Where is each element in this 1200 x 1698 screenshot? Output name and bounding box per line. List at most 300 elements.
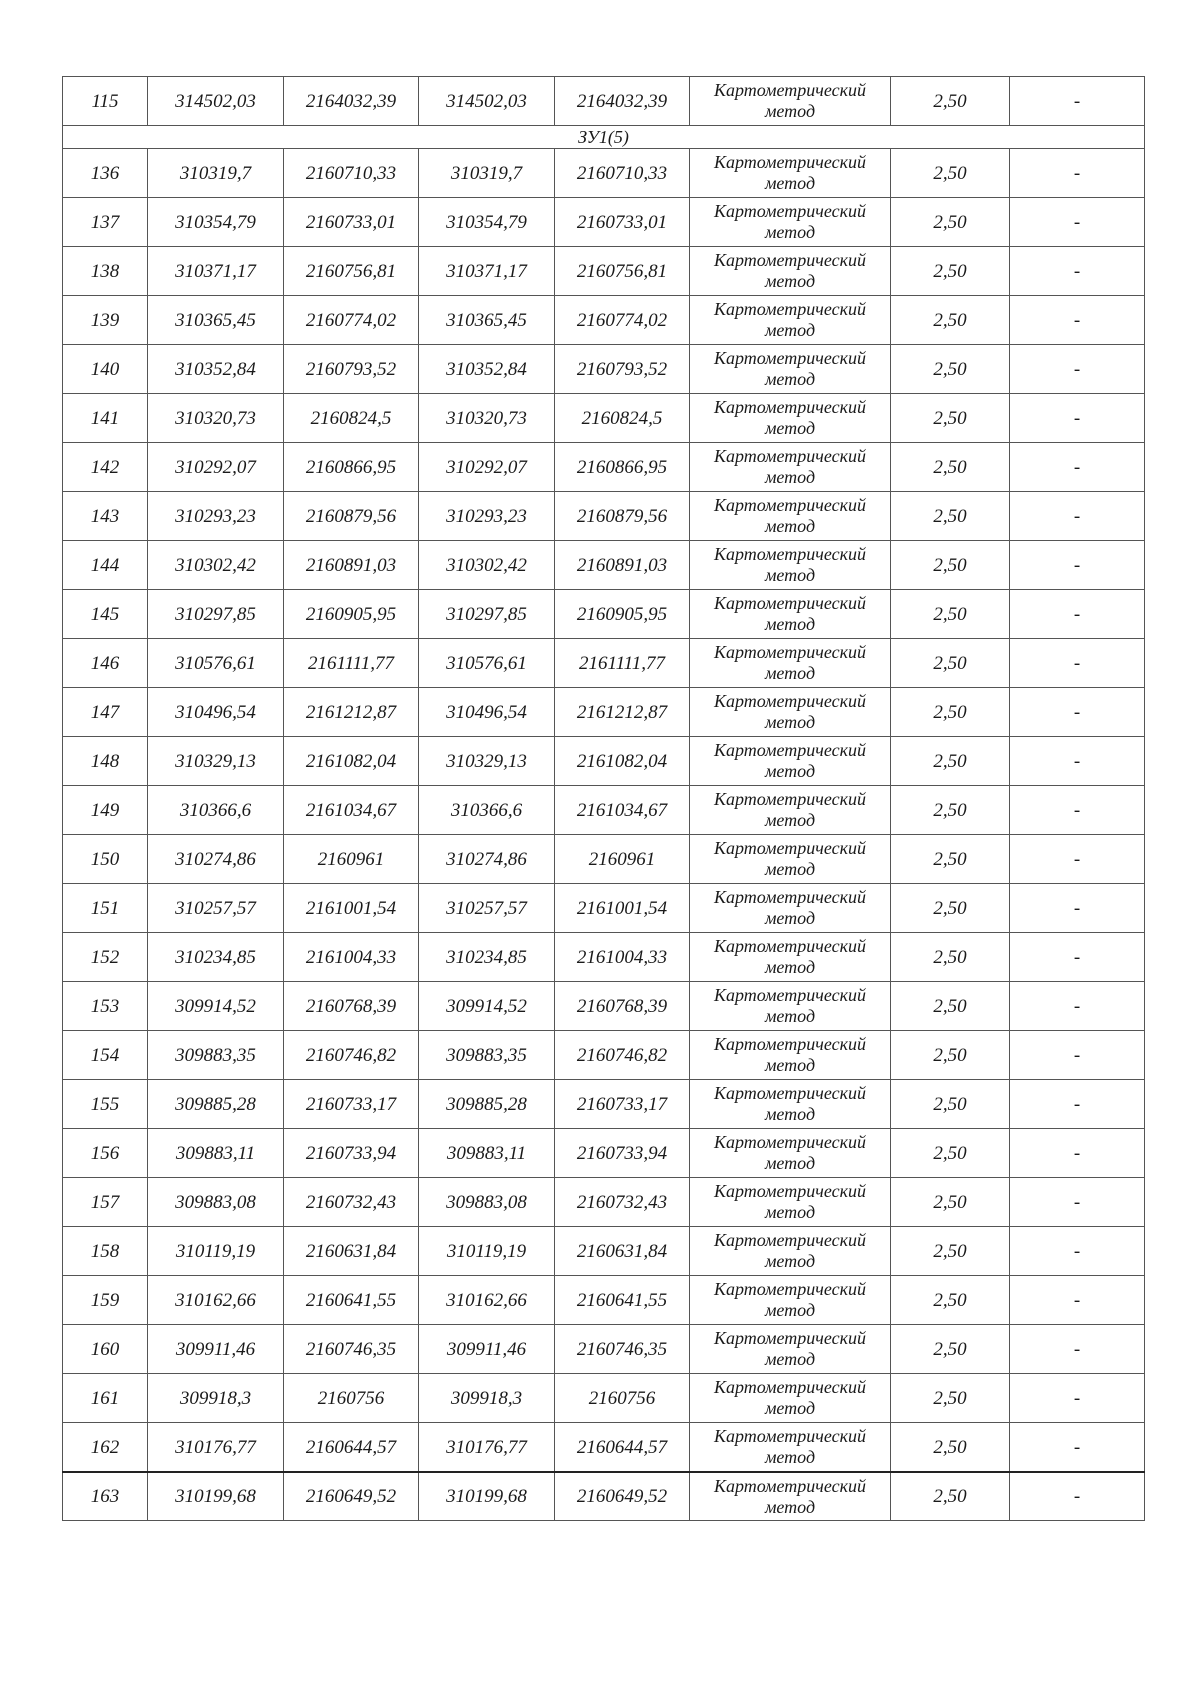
- accuracy-cell: 2,50: [891, 492, 1010, 541]
- x-new-cell: 310274,86: [419, 835, 555, 884]
- accuracy-cell: 2,50: [891, 541, 1010, 590]
- x-existing-cell: 310366,6: [148, 786, 284, 835]
- point-number-cell: 156: [63, 1129, 148, 1178]
- note-cell: -: [1010, 933, 1145, 982]
- method-cell: [690, 149, 891, 198]
- x-new-cell: 310234,85: [419, 933, 555, 982]
- y-new-cell: 2160710,33: [555, 149, 690, 198]
- x-existing-cell: 310371,17: [148, 247, 284, 296]
- method-line-1: Картометрический: [713, 1034, 866, 1054]
- accuracy-cell: 2,50: [891, 198, 1010, 247]
- point-number-cell: 149: [63, 786, 148, 835]
- point-number-cell: 136: [63, 149, 148, 198]
- note-cell: -: [1010, 1031, 1145, 1080]
- table-row: [63, 1227, 1145, 1276]
- table-row: [63, 1031, 1145, 1080]
- x-new-cell: 310365,45: [419, 296, 555, 345]
- method-cell: [690, 443, 891, 492]
- x-existing-cell: 310293,23: [148, 492, 284, 541]
- section-header-row: [63, 126, 1145, 149]
- x-existing-cell: 310119,19: [148, 1227, 284, 1276]
- method-cell: [690, 541, 891, 590]
- method-line-1: Картометрический: [713, 1328, 866, 1348]
- method-line-1: Картометрический: [713, 544, 866, 564]
- point-number-cell: 137: [63, 198, 148, 247]
- table-row: [63, 443, 1145, 492]
- y-new-cell: 2160746,35: [555, 1325, 690, 1374]
- y-existing-cell: 2160879,56: [284, 492, 419, 541]
- y-new-cell: 2160756,81: [555, 247, 690, 296]
- method-cell: [690, 296, 891, 345]
- note-cell: -: [1010, 296, 1145, 345]
- method-cell: [690, 1472, 891, 1521]
- method-line-1: Картометрический: [713, 299, 866, 319]
- point-number-cell: 150: [63, 835, 148, 884]
- method-cell: [690, 1276, 891, 1325]
- point-number-cell: 163: [63, 1472, 148, 1521]
- x-existing-cell: 310496,54: [148, 688, 284, 737]
- note-cell: -: [1010, 590, 1145, 639]
- method-cell: [690, 198, 891, 247]
- x-new-cell: 310176,77: [419, 1423, 555, 1473]
- method-cell: [690, 786, 891, 835]
- x-existing-cell: 310176,77: [148, 1423, 284, 1473]
- method-line-1: Картометрический: [713, 985, 866, 1005]
- method-line-1: Картометрический: [713, 642, 866, 662]
- note-cell: -: [1010, 786, 1145, 835]
- accuracy-cell: 2,50: [891, 884, 1010, 933]
- x-new-cell: 309918,3: [419, 1374, 555, 1423]
- method-cell: [690, 1227, 891, 1276]
- point-number-cell: 147: [63, 688, 148, 737]
- method-line-1: Картометрический: [713, 1426, 866, 1446]
- y-existing-cell: 2161212,87: [284, 688, 419, 737]
- y-existing-cell: 2160733,94: [284, 1129, 419, 1178]
- table-row: [63, 639, 1145, 688]
- x-existing-cell: 310365,45: [148, 296, 284, 345]
- note-cell: -: [1010, 492, 1145, 541]
- method-line-1: Картометрический: [713, 1132, 866, 1152]
- accuracy-cell: 2,50: [891, 77, 1010, 126]
- x-existing-cell: 309885,28: [148, 1080, 284, 1129]
- coordinates-table: [62, 76, 1145, 1521]
- y-existing-cell: 2160746,82: [284, 1031, 419, 1080]
- method-cell: [690, 247, 891, 296]
- y-new-cell: 2160644,57: [555, 1423, 690, 1473]
- note-cell: -: [1010, 247, 1145, 296]
- method-line-1: Картометрический: [713, 936, 866, 956]
- method-line-2: метод: [764, 1251, 816, 1271]
- y-new-cell: 2160732,43: [555, 1178, 690, 1227]
- y-new-cell: 2161212,87: [555, 688, 690, 737]
- method-line-2: метод: [764, 1104, 816, 1124]
- y-new-cell: 2164032,39: [555, 77, 690, 126]
- table-row: [63, 590, 1145, 639]
- note-cell: -: [1010, 1325, 1145, 1374]
- note-cell: -: [1010, 884, 1145, 933]
- point-number-cell: 162: [63, 1423, 148, 1473]
- point-number-cell: 153: [63, 982, 148, 1031]
- y-new-cell: 2160866,95: [555, 443, 690, 492]
- method-cell: [690, 1129, 891, 1178]
- table-row: [63, 1472, 1145, 1521]
- y-existing-cell: 2160733,01: [284, 198, 419, 247]
- method-cell: [690, 1031, 891, 1080]
- accuracy-cell: 2,50: [891, 1178, 1010, 1227]
- x-existing-cell: 310352,84: [148, 345, 284, 394]
- y-new-cell: 2161004,33: [555, 933, 690, 982]
- point-number-cell: 142: [63, 443, 148, 492]
- point-number-cell: 144: [63, 541, 148, 590]
- table-row: [63, 835, 1145, 884]
- note-cell: -: [1010, 1423, 1145, 1473]
- point-number-cell: 141: [63, 394, 148, 443]
- method-line-1: Картометрический: [713, 80, 866, 100]
- table-row: [63, 541, 1145, 590]
- method-cell: [690, 933, 891, 982]
- accuracy-cell: 2,50: [891, 688, 1010, 737]
- note-cell: -: [1010, 1129, 1145, 1178]
- table-row: [63, 1129, 1145, 1178]
- y-new-cell: 2160746,82: [555, 1031, 690, 1080]
- table-row: [63, 394, 1145, 443]
- method-cell: [690, 835, 891, 884]
- accuracy-cell: 2,50: [891, 296, 1010, 345]
- y-new-cell: 2160756: [555, 1374, 690, 1423]
- accuracy-cell: 2,50: [891, 1325, 1010, 1374]
- accuracy-cell: 2,50: [891, 1129, 1010, 1178]
- method-cell: [690, 688, 891, 737]
- method-line-1: Картометрический: [713, 1181, 866, 1201]
- x-existing-cell: 310162,66: [148, 1276, 284, 1325]
- x-existing-cell: 309911,46: [148, 1325, 284, 1374]
- y-existing-cell: 2160774,02: [284, 296, 419, 345]
- accuracy-cell: 2,50: [891, 1031, 1010, 1080]
- point-number-cell: 145: [63, 590, 148, 639]
- method-line-2: метод: [764, 908, 816, 928]
- y-new-cell: 2160649,52: [555, 1472, 690, 1521]
- y-new-cell: 2161111,77: [555, 639, 690, 688]
- y-new-cell: 2160961: [555, 835, 690, 884]
- y-new-cell: 2160879,56: [555, 492, 690, 541]
- method-cell: [690, 1374, 891, 1423]
- point-number-cell: 146: [63, 639, 148, 688]
- method-line-2: метод: [764, 516, 816, 536]
- x-existing-cell: 309914,52: [148, 982, 284, 1031]
- y-existing-cell: 2160961: [284, 835, 419, 884]
- y-existing-cell: 2161111,77: [284, 639, 419, 688]
- method-line-2: метод: [764, 173, 816, 193]
- y-new-cell: 2160733,01: [555, 198, 690, 247]
- point-number-cell: 154: [63, 1031, 148, 1080]
- accuracy-cell: 2,50: [891, 1227, 1010, 1276]
- y-new-cell: 2160824,5: [555, 394, 690, 443]
- x-existing-cell: 310576,61: [148, 639, 284, 688]
- x-existing-cell: 310302,42: [148, 541, 284, 590]
- method-line-1: Картометрический: [713, 1279, 866, 1299]
- table-row: [63, 933, 1145, 982]
- x-new-cell: 310293,23: [419, 492, 555, 541]
- table-row: [63, 1178, 1145, 1227]
- table-row: [63, 786, 1145, 835]
- method-line-1: Картометрический: [713, 1230, 866, 1250]
- method-line-2: метод: [764, 101, 816, 121]
- method-line-2: метод: [764, 761, 816, 781]
- y-existing-cell: 2164032,39: [284, 77, 419, 126]
- note-cell: -: [1010, 1227, 1145, 1276]
- y-existing-cell: 2160732,43: [284, 1178, 419, 1227]
- method-line-2: метод: [764, 614, 816, 634]
- x-new-cell: 309883,11: [419, 1129, 555, 1178]
- y-existing-cell: 2160641,55: [284, 1276, 419, 1325]
- method-line-1: Картометрический: [713, 1475, 866, 1496]
- x-existing-cell: 309883,08: [148, 1178, 284, 1227]
- x-new-cell: 310329,13: [419, 737, 555, 786]
- method-line-2: метод: [764, 663, 816, 683]
- method-cell: [690, 77, 891, 126]
- accuracy-cell: 2,50: [891, 247, 1010, 296]
- method-line-1: Картометрический: [713, 1377, 866, 1397]
- method-line-2: метод: [764, 1496, 816, 1517]
- method-line-2: метод: [764, 1055, 816, 1075]
- accuracy-cell: 2,50: [891, 835, 1010, 884]
- table-row: [63, 1423, 1145, 1473]
- method-cell: [690, 1080, 891, 1129]
- x-existing-cell: 309883,11: [148, 1129, 284, 1178]
- y-new-cell: 2160631,84: [555, 1227, 690, 1276]
- method-line-2: метод: [764, 222, 816, 242]
- accuracy-cell: 2,50: [891, 786, 1010, 835]
- method-line-1: Картометрический: [713, 495, 866, 515]
- table-row: [63, 1080, 1145, 1129]
- x-existing-cell: 310199,68: [148, 1472, 284, 1521]
- note-cell: -: [1010, 77, 1145, 126]
- method-cell: [690, 590, 891, 639]
- y-existing-cell: 2160768,39: [284, 982, 419, 1031]
- method-line-1: Картометрический: [713, 887, 866, 907]
- method-line-2: метод: [764, 369, 816, 389]
- y-existing-cell: 2160756: [284, 1374, 419, 1423]
- accuracy-cell: 2,50: [891, 1472, 1010, 1521]
- table-row: [63, 737, 1145, 786]
- y-existing-cell: 2160824,5: [284, 394, 419, 443]
- x-new-cell: 310366,6: [419, 786, 555, 835]
- section-label: ЗУ1(5): [63, 126, 1145, 149]
- x-new-cell: 310320,73: [419, 394, 555, 443]
- x-existing-cell: 310292,07: [148, 443, 284, 492]
- method-line-1: Картометрический: [713, 838, 866, 858]
- point-number-cell: 157: [63, 1178, 148, 1227]
- point-number-cell: 152: [63, 933, 148, 982]
- x-new-cell: 309883,08: [419, 1178, 555, 1227]
- method-line-2: метод: [764, 859, 816, 879]
- method-line-2: метод: [764, 1202, 816, 1222]
- table-row: [63, 688, 1145, 737]
- y-existing-cell: 2160644,57: [284, 1423, 419, 1473]
- x-new-cell: 310319,7: [419, 149, 555, 198]
- method-line-1: Картометрический: [713, 201, 866, 221]
- x-new-cell: 310302,42: [419, 541, 555, 590]
- x-new-cell: 310576,61: [419, 639, 555, 688]
- method-line-2: метод: [764, 320, 816, 340]
- method-cell: [690, 492, 891, 541]
- y-existing-cell: 2160746,35: [284, 1325, 419, 1374]
- point-number-cell: 158: [63, 1227, 148, 1276]
- note-cell: -: [1010, 1276, 1145, 1325]
- x-new-cell: 309885,28: [419, 1080, 555, 1129]
- y-existing-cell: 2161082,04: [284, 737, 419, 786]
- method-cell: [690, 737, 891, 786]
- note-cell: -: [1010, 198, 1145, 247]
- x-new-cell: 310257,57: [419, 884, 555, 933]
- table-row: [63, 345, 1145, 394]
- y-new-cell: 2160793,52: [555, 345, 690, 394]
- x-new-cell: 309911,46: [419, 1325, 555, 1374]
- point-number-cell: 140: [63, 345, 148, 394]
- y-new-cell: 2160891,03: [555, 541, 690, 590]
- point-number-cell: 151: [63, 884, 148, 933]
- y-new-cell: 2161034,67: [555, 786, 690, 835]
- accuracy-cell: 2,50: [891, 982, 1010, 1031]
- note-cell: -: [1010, 394, 1145, 443]
- y-new-cell: 2160733,94: [555, 1129, 690, 1178]
- table-row: [63, 296, 1145, 345]
- accuracy-cell: 2,50: [891, 639, 1010, 688]
- note-cell: -: [1010, 1374, 1145, 1423]
- note-cell: -: [1010, 639, 1145, 688]
- method-cell: [690, 1325, 891, 1374]
- y-existing-cell: 2160866,95: [284, 443, 419, 492]
- table-row: [63, 1374, 1145, 1423]
- accuracy-cell: 2,50: [891, 394, 1010, 443]
- method-line-1: Картометрический: [713, 1083, 866, 1103]
- x-existing-cell: 310329,13: [148, 737, 284, 786]
- x-new-cell: 309914,52: [419, 982, 555, 1031]
- x-new-cell: 310354,79: [419, 198, 555, 247]
- x-new-cell: 310297,85: [419, 590, 555, 639]
- x-existing-cell: 310274,86: [148, 835, 284, 884]
- accuracy-cell: 2,50: [891, 443, 1010, 492]
- method-line-2: метод: [764, 1153, 816, 1173]
- x-new-cell: 310162,66: [419, 1276, 555, 1325]
- x-existing-cell: 310234,85: [148, 933, 284, 982]
- x-new-cell: 310292,07: [419, 443, 555, 492]
- point-number-cell: 143: [63, 492, 148, 541]
- accuracy-cell: 2,50: [891, 345, 1010, 394]
- note-cell: -: [1010, 1080, 1145, 1129]
- accuracy-cell: 2,50: [891, 933, 1010, 982]
- note-cell: -: [1010, 1472, 1145, 1521]
- y-existing-cell: 2160756,81: [284, 247, 419, 296]
- table-body: [63, 77, 1145, 1521]
- point-number-cell: 159: [63, 1276, 148, 1325]
- method-line-1: Картометрический: [713, 691, 866, 711]
- method-line-2: метод: [764, 1349, 816, 1369]
- method-cell: [690, 884, 891, 933]
- y-existing-cell: 2160631,84: [284, 1227, 419, 1276]
- method-line-2: метод: [764, 1398, 816, 1418]
- point-number-cell: 155: [63, 1080, 148, 1129]
- x-new-cell: 314502,03: [419, 77, 555, 126]
- method-line-1: Картометрический: [713, 446, 866, 466]
- x-existing-cell: 310297,85: [148, 590, 284, 639]
- point-number-cell: 139: [63, 296, 148, 345]
- x-existing-cell: 310257,57: [148, 884, 284, 933]
- method-line-1: Картометрический: [713, 152, 866, 172]
- method-line-2: метод: [764, 1006, 816, 1026]
- method-line-2: метод: [764, 565, 816, 585]
- y-new-cell: 2160905,95: [555, 590, 690, 639]
- note-cell: -: [1010, 149, 1145, 198]
- y-existing-cell: 2161004,33: [284, 933, 419, 982]
- method-line-2: метод: [764, 712, 816, 732]
- table-row: [63, 982, 1145, 1031]
- method-line-1: Картометрический: [713, 397, 866, 417]
- note-cell: -: [1010, 345, 1145, 394]
- accuracy-cell: 2,50: [891, 1423, 1010, 1473]
- x-new-cell: 310199,68: [419, 1472, 555, 1521]
- x-existing-cell: 310319,7: [148, 149, 284, 198]
- y-existing-cell: 2160733,17: [284, 1080, 419, 1129]
- note-cell: -: [1010, 688, 1145, 737]
- point-number-cell: 161: [63, 1374, 148, 1423]
- y-existing-cell: 2161034,67: [284, 786, 419, 835]
- x-existing-cell: 309883,35: [148, 1031, 284, 1080]
- y-existing-cell: 2161001,54: [284, 884, 419, 933]
- point-number-cell: 160: [63, 1325, 148, 1374]
- method-line-2: метод: [764, 957, 816, 977]
- table-row: [63, 884, 1145, 933]
- method-line-1: Картометрический: [713, 593, 866, 613]
- table-row: [63, 149, 1145, 198]
- y-new-cell: 2161001,54: [555, 884, 690, 933]
- method-cell: [690, 1178, 891, 1227]
- method-line-1: Картометрический: [713, 250, 866, 270]
- accuracy-cell: 2,50: [891, 1374, 1010, 1423]
- y-new-cell: 2160774,02: [555, 296, 690, 345]
- accuracy-cell: 2,50: [891, 1080, 1010, 1129]
- point-number-cell: 115: [63, 77, 148, 126]
- x-existing-cell: 309918,3: [148, 1374, 284, 1423]
- accuracy-cell: 2,50: [891, 1276, 1010, 1325]
- note-cell: -: [1010, 443, 1145, 492]
- y-new-cell: 2161082,04: [555, 737, 690, 786]
- method-line-2: метод: [764, 1300, 816, 1320]
- method-cell: [690, 345, 891, 394]
- note-cell: -: [1010, 541, 1145, 590]
- x-existing-cell: 314502,03: [148, 77, 284, 126]
- x-new-cell: 310352,84: [419, 345, 555, 394]
- method-cell: [690, 1423, 891, 1473]
- x-existing-cell: 310354,79: [148, 198, 284, 247]
- method-cell: [690, 639, 891, 688]
- method-line-2: метод: [764, 810, 816, 830]
- method-line-2: метод: [764, 1447, 816, 1467]
- table-row: [63, 1276, 1145, 1325]
- x-new-cell: 309883,35: [419, 1031, 555, 1080]
- y-new-cell: 2160641,55: [555, 1276, 690, 1325]
- x-new-cell: 310496,54: [419, 688, 555, 737]
- table-row: [63, 1325, 1145, 1374]
- y-existing-cell: 2160905,95: [284, 590, 419, 639]
- accuracy-cell: 2,50: [891, 149, 1010, 198]
- point-number-cell: 148: [63, 737, 148, 786]
- y-existing-cell: 2160891,03: [284, 541, 419, 590]
- y-new-cell: 2160768,39: [555, 982, 690, 1031]
- method-line-2: метод: [764, 271, 816, 291]
- method-line-2: метод: [764, 467, 816, 487]
- y-new-cell: 2160733,17: [555, 1080, 690, 1129]
